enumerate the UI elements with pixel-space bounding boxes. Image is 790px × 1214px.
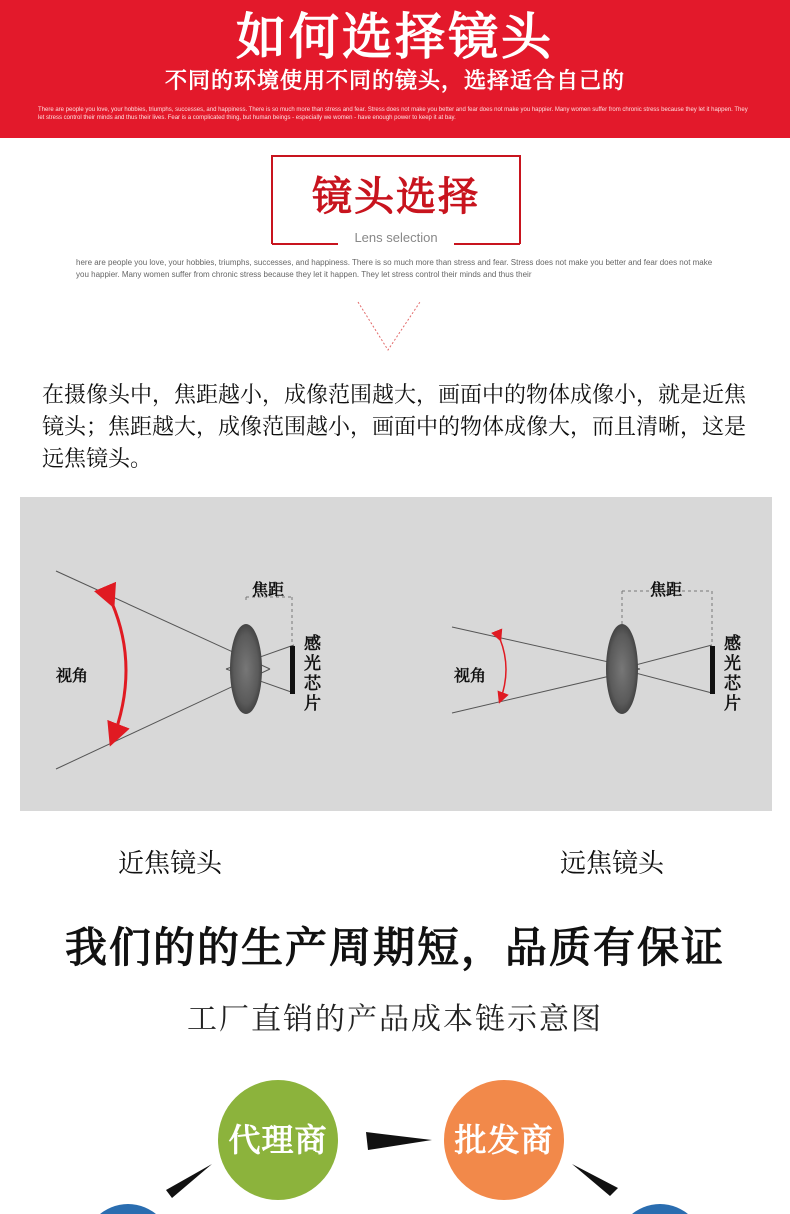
- section-title: 我们的的生产周期短，品质有保证: [64, 923, 725, 972]
- explanation-paragraph: 在摄像头中，焦距越小，成像范围越大，画面中的物体成像小，就是近焦镜头；焦距越大，成像范围越小，画面中的物体成像大，而且清晰，这是远焦镜头。: [42, 383, 747, 472]
- banner-fine-print: There are people you love, your hobbies, triumphs, successes, and happiness. There is so much more than stress and fear. Stress does not make you better and fear does not make you happier. Many women suffer from chronic stress because they let it happen. They let stress control their minds and thus their lives. Fear is a complicated thing, but human beings - especially we women - have enough power to keep it at bay.: [38, 107, 748, 121]
- banner-subtitle: 不同的环境使用不同的镜头，选择适合自己的: [164, 69, 625, 94]
- chevron-down-icon: [358, 302, 420, 350]
- wholesaler-label: 批发商: [454, 1121, 554, 1159]
- near-sensor-char-3: 芯: [304, 674, 321, 694]
- heading-subtitle: Lens selection: [354, 230, 438, 245]
- wholesaler-node: [444, 1080, 564, 1200]
- far-lens-shape: [606, 624, 638, 714]
- far-angle-arc: [500, 639, 506, 701]
- arrow-wholesaler-to-right: [572, 1164, 618, 1196]
- far-angle-label: 视角: [454, 666, 487, 685]
- far-lens-diagram: [452, 580, 742, 714]
- near-sensor-char-1: 感: [304, 634, 321, 654]
- near-angle-arc: [112, 603, 126, 741]
- arrow-agent-to-wholesaler: [366, 1132, 432, 1150]
- near-sensor-char-4: 片: [304, 694, 321, 714]
- near-angle-label: 视角: [56, 666, 89, 685]
- near-focal-label: 焦距: [251, 580, 285, 599]
- far-sensor-bar: [710, 646, 715, 694]
- section-heading: [272, 155, 520, 243]
- arrow-agent-to-left: [166, 1164, 212, 1198]
- blue-node-left: [84, 1204, 172, 1214]
- banner-title: 如何选择镜头: [236, 8, 554, 66]
- near-sensor-bar: [290, 646, 295, 694]
- blue-node-right: [616, 1204, 704, 1214]
- cost-chain-diagram: [0, 1080, 790, 1214]
- heading-intro-text: here are people you love, your hobbies, triumphs, successes, and happiness. There is so much more than stress and fear. Stress does not make you better and fear does not make you happier. Many women suffer from chronic stress because they let it happen. They let stress control their minds and thus their: [76, 258, 713, 279]
- near-lens-label: 近焦镜头: [118, 849, 223, 879]
- far-sensor-char-4: 片: [724, 694, 741, 714]
- section-subtitle: 工厂直销的产品成本链示意图: [187, 1002, 603, 1037]
- far-sensor-char-2: 光: [724, 654, 741, 674]
- far-lens-label: 远焦镜头: [560, 849, 665, 879]
- far-sensor-char-3: 芯: [724, 674, 741, 694]
- agent-node: [218, 1080, 338, 1200]
- heading-title: 镜头选择: [312, 174, 480, 220]
- near-sensor-char-2: 光: [304, 654, 321, 674]
- lens-diagram-panel: [20, 497, 772, 811]
- agent-label: 代理商: [228, 1121, 328, 1159]
- near-lens-shape: [230, 624, 262, 714]
- near-lens-diagram: [55, 571, 322, 769]
- far-sensor-char-1: 感: [724, 634, 741, 654]
- far-focal-label: 焦距: [649, 580, 683, 599]
- lens-diagram: [20, 497, 772, 811]
